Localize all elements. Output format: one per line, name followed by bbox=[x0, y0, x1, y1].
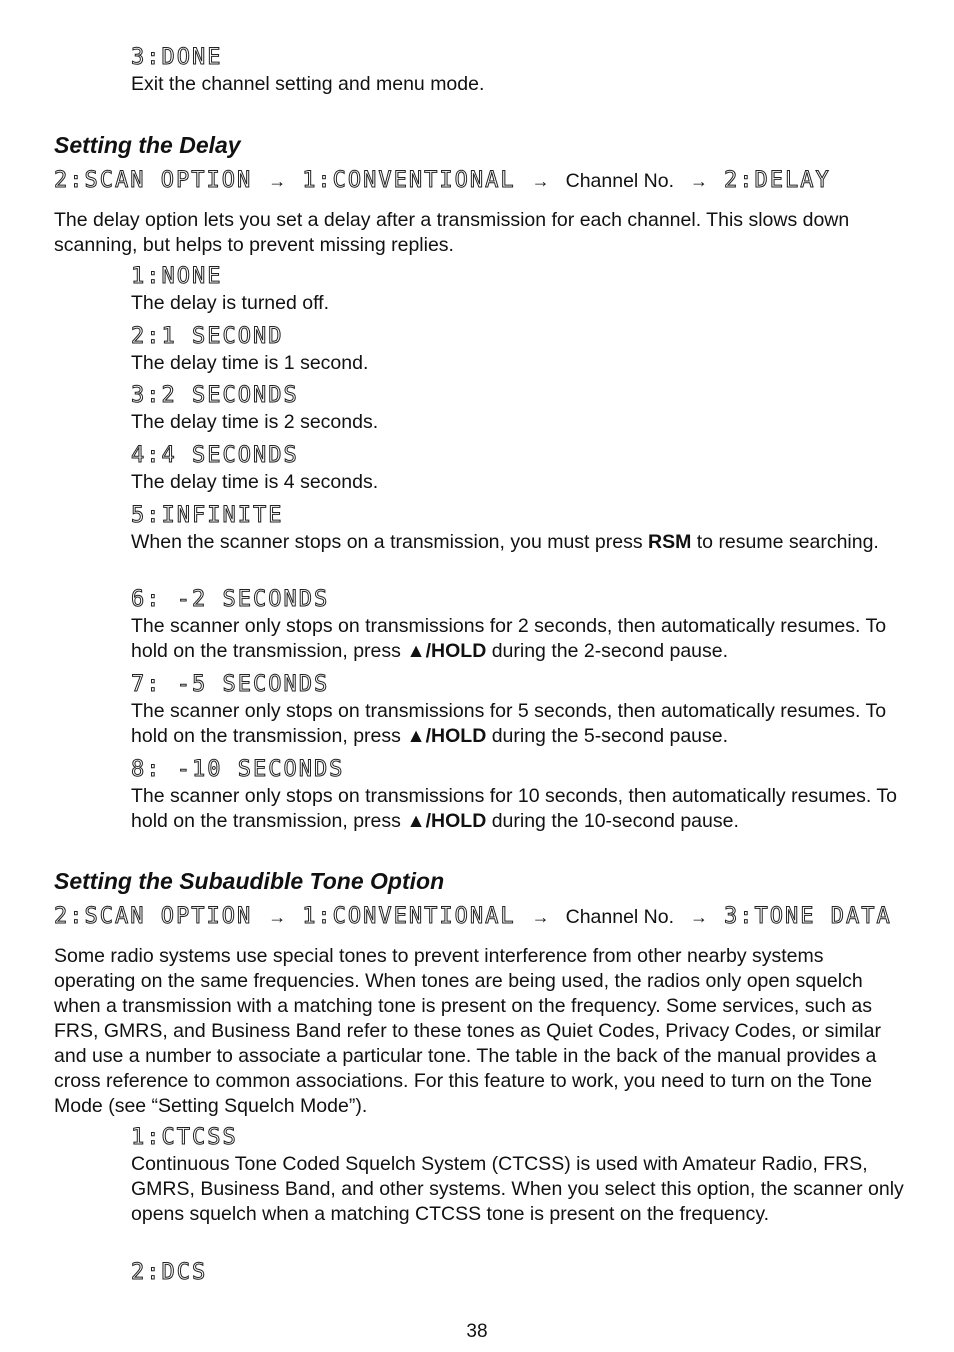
arrow-icon: → bbox=[690, 906, 709, 927]
desc-text: during the 10-second pause. bbox=[486, 810, 739, 832]
page-number: 38 bbox=[466, 1321, 488, 1342]
delay-option-none bbox=[131, 264, 921, 316]
lcd-label: 6: -2 SECONDS bbox=[131, 587, 330, 612]
desc-text: during the 2-second pause. bbox=[486, 640, 729, 662]
path-step: 2:SCAN OPTION bbox=[54, 168, 253, 193]
option-description: The delay time is 1 second. bbox=[131, 352, 369, 374]
lcd-label: 4:4 SECONDS bbox=[131, 443, 299, 468]
section-heading-delay: Setting the Delay bbox=[54, 132, 241, 158]
desc-text: The scanner only stops on transmissions for 2 seconds, then automatically resumes. To hold on the transmission, press bbox=[131, 615, 887, 662]
tone-option-ctcss bbox=[131, 1125, 921, 1227]
menu-path-tone bbox=[54, 904, 892, 930]
delay-option-2-seconds bbox=[131, 383, 921, 435]
desc-text: to resume searching. bbox=[691, 531, 879, 553]
delay-option-minus-5-seconds bbox=[131, 672, 921, 749]
option-description bbox=[131, 614, 921, 664]
delay-option-4-seconds bbox=[131, 443, 921, 495]
path-step: 2:SCAN OPTION bbox=[54, 904, 253, 929]
arrow-icon: → bbox=[531, 906, 550, 927]
arrow-icon: → bbox=[690, 170, 709, 191]
option-description: Exit the channel setting and menu mode. bbox=[131, 73, 485, 95]
tone-option-dcs bbox=[131, 1260, 921, 1286]
lcd-label: 2:1 SECOND bbox=[131, 324, 284, 349]
key-name: RSM bbox=[648, 531, 692, 553]
delay-intro: The delay option lets you set a delay after a transmission for each channel. This slows down scanning, but helps to prevent missing replies. bbox=[54, 209, 850, 256]
section-heading-tone: Setting the Subaudible Tone Option bbox=[54, 868, 445, 894]
desc-text: during the 5-second pause. bbox=[486, 725, 729, 747]
desc-text: The scanner only stops on transmissions for 10 seconds, then automatically resumes. To hold on the transmission, press bbox=[131, 785, 897, 832]
desc-text: When the scanner stops on a transmission, you must press bbox=[131, 531, 648, 553]
arrow-icon: → bbox=[531, 170, 550, 191]
option-description: Continuous Tone Coded Squelch System (CTCSS) is used with Amateur Radio, FRS, GMRS, Business Band, and other systems. When you select this option, the scanner only opens squelch when a matching CTCSS tone is present on the frequency. bbox=[131, 1153, 904, 1225]
arrow-icon: → bbox=[268, 906, 287, 927]
option-description: The delay time is 2 seconds. bbox=[131, 411, 379, 433]
path-step: 1:CONVENTIONAL bbox=[302, 904, 516, 929]
desc-text: The scanner only stops on transmissions for 5 seconds, then automatically resumes. To hold on the transmission, press bbox=[131, 700, 887, 747]
lcd-label: 5:INFINITE bbox=[131, 503, 284, 528]
delay-option-minus-10-seconds bbox=[131, 757, 921, 834]
lcd-label: 3:2 SECONDS bbox=[131, 383, 299, 408]
lcd-label: 1:CTCSS bbox=[131, 1125, 238, 1150]
option-description bbox=[131, 784, 921, 834]
path-step: Channel No. bbox=[565, 169, 675, 192]
option-description bbox=[131, 699, 921, 749]
option-description: The delay is turned off. bbox=[131, 292, 330, 314]
lcd-label: 3:DONE bbox=[131, 45, 223, 70]
path-step: 3:TONE DATA bbox=[724, 904, 892, 929]
path-step: 2:DELAY bbox=[724, 168, 831, 193]
menu-path-delay bbox=[54, 168, 831, 194]
lcd-label: 7: -5 SECONDS bbox=[131, 672, 330, 697]
key-name: ▲/HOLD bbox=[406, 810, 487, 832]
tone-intro: Some radio systems use special tones to prevent interference from other nearby systems operating on the same frequencies. When tones are being used, the radios only open squelch when a transmission with a matching tone is present on the frequency. Some services, such as FRS, GMRS, and Business Band refer to these tones as Quiet Codes, Privacy Codes, or similar and use a number to associate a particular tone. The table in the back of the manual provides a cross reference to common associations. For this feature to work, you need to turn on the Tone Mode (see “Setting Squelch Mode”). bbox=[54, 945, 881, 1117]
lcd-label: 8: -10 SECONDS bbox=[131, 757, 345, 782]
path-step: Channel No. bbox=[565, 905, 675, 928]
delay-option-1-second bbox=[131, 324, 921, 376]
path-step: 1:CONVENTIONAL bbox=[302, 168, 516, 193]
lcd-label: 1:NONE bbox=[131, 264, 223, 289]
lcd-label: 2:DCS bbox=[131, 1260, 208, 1285]
option-done bbox=[131, 45, 921, 97]
delay-option-infinite bbox=[131, 503, 921, 555]
key-name: ▲/HOLD bbox=[406, 725, 487, 747]
option-description: The delay time is 4 seconds. bbox=[131, 471, 379, 493]
delay-option-minus-2-seconds bbox=[131, 587, 921, 664]
key-name: ▲/HOLD bbox=[406, 640, 487, 662]
arrow-icon: → bbox=[268, 170, 287, 191]
option-description bbox=[131, 530, 921, 555]
